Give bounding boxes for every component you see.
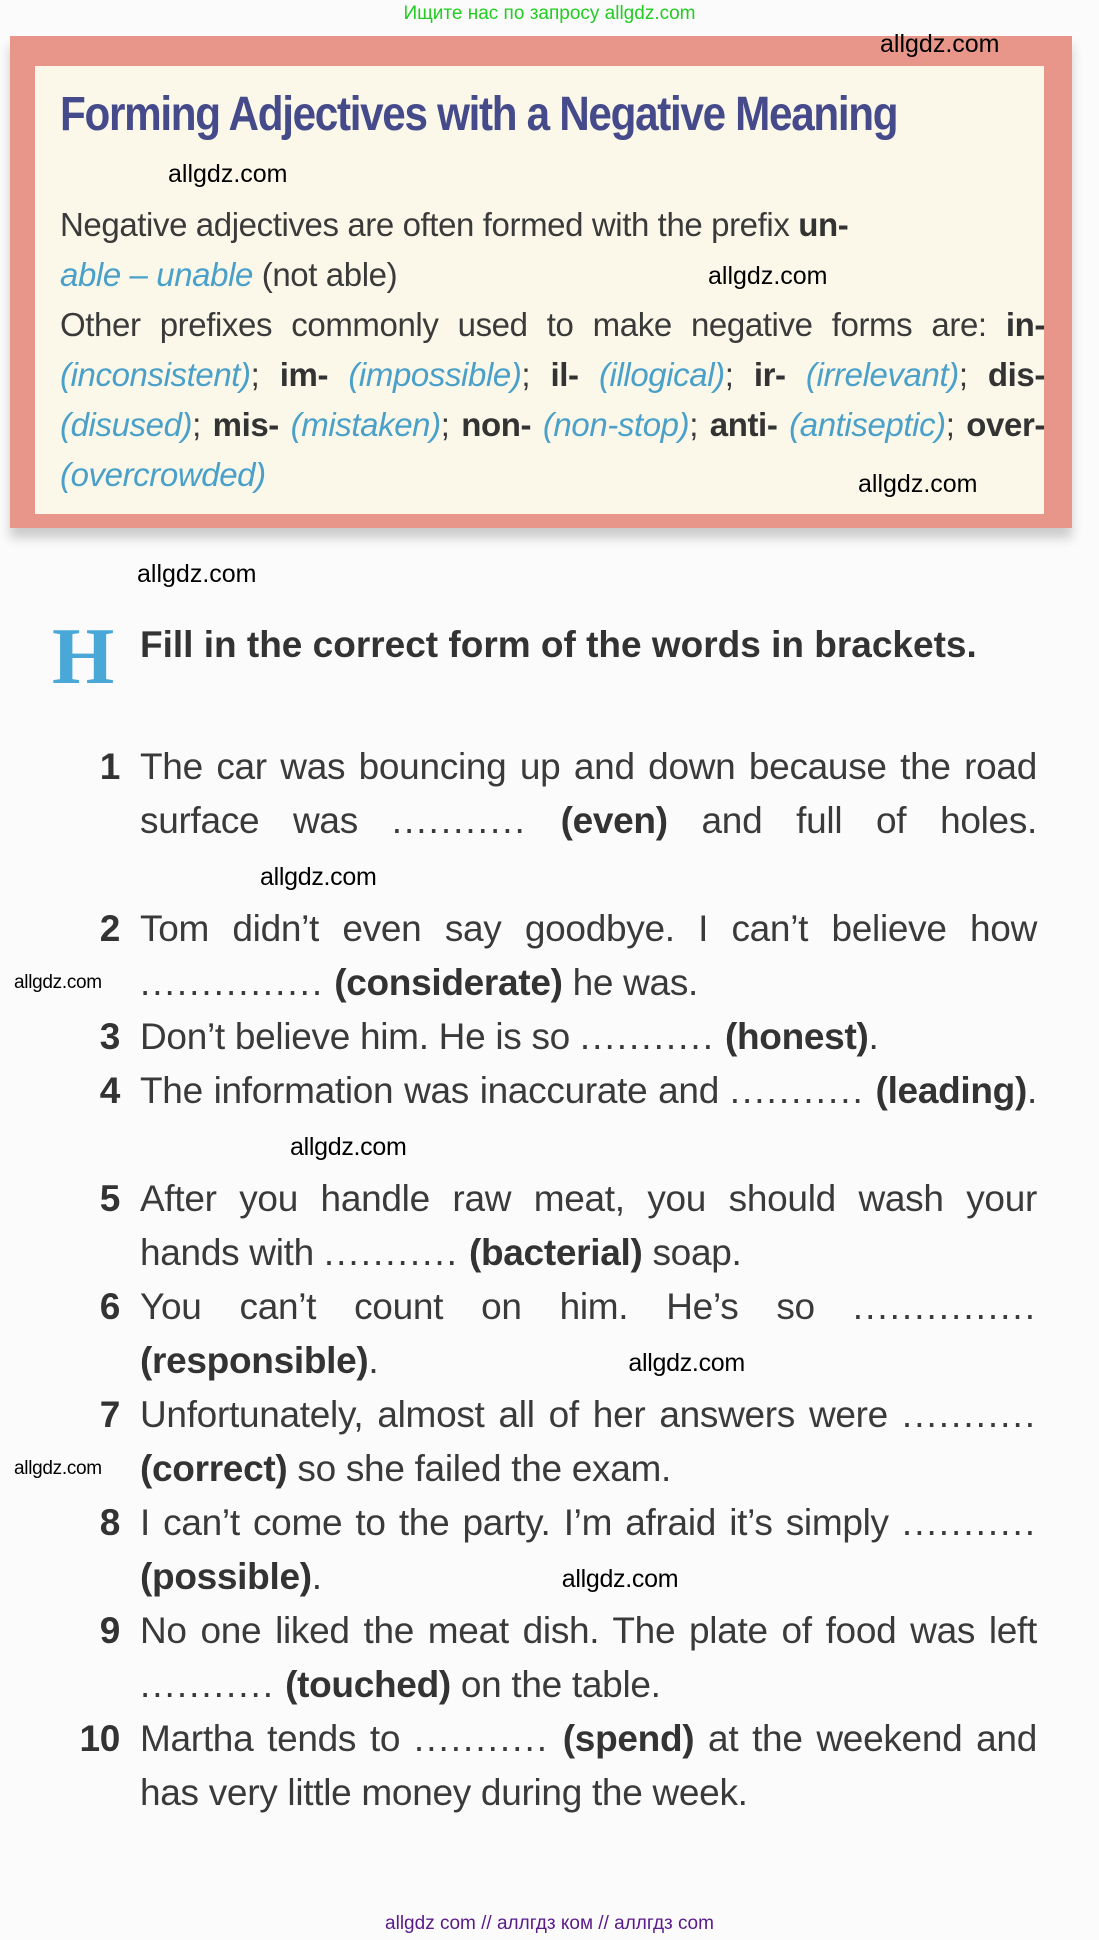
item-sentence: Tom didn’t even say goodbye. I can’t believe how <box>140 908 1037 949</box>
prefix-example: (irrelevant) <box>805 356 959 393</box>
exercise-item <box>0 1604 1037 1712</box>
item-number-text: 4 <box>99 1070 120 1111</box>
watermark: allgdz.com <box>708 262 828 290</box>
item-number-text: 1 <box>99 746 120 787</box>
item-sentence-end: he was. <box>562 962 699 1003</box>
exercise-item <box>0 1064 1037 1172</box>
exercise-item <box>0 902 1037 1010</box>
base-word: (correct) <box>140 1448 288 1489</box>
rule-example: able – unable <box>60 256 253 293</box>
watermark: allgdz.com <box>14 1458 102 1479</box>
exercise-letter: H <box>52 613 115 701</box>
answer-blank[interactable]: ............... <box>140 962 325 1003</box>
answer-blank[interactable]: ........... <box>391 800 527 841</box>
watermark: allgdz.com <box>260 863 377 892</box>
top-watermark: Ищите нас по запросу allgdz.com <box>403 3 696 24</box>
exercise-item <box>0 1388 1037 1496</box>
answer-blank[interactable]: ........... <box>579 1016 715 1057</box>
answer-blank[interactable]: ........... <box>323 1232 459 1273</box>
prefix: in- <box>1005 306 1045 343</box>
prefix: anti- <box>709 406 778 443</box>
exercise-item <box>0 1496 1037 1604</box>
base-word: (responsible) <box>140 1340 369 1381</box>
exercise-items <box>0 740 1037 1820</box>
rule-line <box>60 250 1045 300</box>
watermark: allgdz.com <box>14 972 102 993</box>
prefix-list: in- (inconsistent); im- (impossible); il- (illogical); ir- (irrelevant); dis- (disused); mis- (mistaken); non- (non-stop); anti- (antiseptic); over- (overcrowded) <box>60 306 1045 493</box>
item-text <box>120 1172 1037 1280</box>
item-sentence-end: . <box>368 1340 379 1381</box>
prefix-example: (illogical) <box>598 356 725 393</box>
item-text <box>120 1712 1037 1820</box>
answer-blank[interactable]: ........... <box>901 1394 1037 1435</box>
item-sentence-end: and full of holes. <box>667 800 1037 841</box>
prefix-example: (impossible) <box>348 356 522 393</box>
item-text <box>120 740 1037 902</box>
item-number <box>0 1064 120 1172</box>
prefix-example: (overcrowded) <box>60 456 266 493</box>
item-number-text: 10 <box>79 1718 120 1759</box>
base-word: (honest) <box>724 1016 869 1057</box>
item-sentence-end: at the weekend and has very little money during the week. <box>140 1718 1037 1813</box>
item-sentence-end: . <box>311 1556 322 1597</box>
exercise-instruction: Fill in the correct form of the words in brackets. <box>140 624 977 665</box>
rule-box-title: Forming Adjectives with a Negative Meaning <box>60 88 898 141</box>
prefix-example: (mistaken) <box>290 406 441 443</box>
watermark: allgdz.com <box>137 560 257 588</box>
item-text <box>120 1064 1037 1172</box>
item-number-text: 9 <box>99 1610 120 1651</box>
watermark: allgdz.com <box>561 1565 679 1594</box>
base-word: (touched) <box>285 1664 451 1705</box>
item-number <box>0 1604 120 1712</box>
answer-blank[interactable]: ............... <box>852 1286 1037 1327</box>
watermark: allgdz.com <box>880 30 1000 58</box>
item-number-text: 7 <box>99 1394 120 1435</box>
prefix: non- <box>461 406 532 443</box>
item-number <box>0 1712 120 1820</box>
item-sentence: The information was inaccurate and <box>140 1070 730 1111</box>
prefix: mis- <box>212 406 279 443</box>
item-number-text: 2 <box>99 908 120 949</box>
item-sentence: No one liked the meat dish. The plate of food was left <box>140 1610 1037 1651</box>
item-text <box>120 1280 1037 1388</box>
base-word: (possible) <box>140 1556 312 1597</box>
item-sentence-end: so she failed the exam. <box>287 1448 671 1489</box>
answer-blank[interactable]: ........... <box>729 1070 865 1111</box>
rule-text: Negative adjectives are often formed with the prefix <box>60 206 799 243</box>
item-number <box>0 1172 120 1280</box>
item-sentence-end: on the table. <box>450 1664 661 1705</box>
rule-text: Other prefixes commonly used to make negative forms are: <box>60 306 1006 343</box>
item-number <box>0 902 120 1010</box>
item-sentence: Unfortunately, almost all of her answers were <box>140 1394 902 1435</box>
exercise-item <box>0 740 1037 902</box>
prefix: il- <box>550 356 579 393</box>
item-sentence-end: . <box>868 1016 879 1057</box>
base-word: (spend) <box>562 1718 695 1759</box>
item-number-text: 5 <box>99 1178 120 1219</box>
prefix: im- <box>279 356 329 393</box>
item-text <box>120 1010 1037 1064</box>
item-sentence-end: . <box>1027 1070 1037 1111</box>
item-sentence: I can’t come to the party. I’m afraid it’s simply <box>140 1502 902 1543</box>
prefix-example: (non-stop) <box>542 406 690 443</box>
base-word: (considerate) <box>334 962 563 1003</box>
answer-blank[interactable]: ........... <box>901 1502 1037 1543</box>
watermark: allgdz.com <box>628 1349 745 1378</box>
item-number <box>0 740 120 902</box>
rule-prefix: un- <box>798 206 849 243</box>
exercise-item <box>0 1280 1037 1388</box>
item-sentence: After you handle raw meat, you should wash your hands with <box>140 1178 1037 1273</box>
exercise-item <box>0 1712 1037 1820</box>
prefix: over- <box>966 406 1045 443</box>
watermark: allgdz.com <box>290 1133 407 1162</box>
item-text <box>120 1388 1037 1496</box>
bottom-watermark: allgdz com // аллгдз ком // аллгдз com <box>385 1913 714 1934</box>
item-sentence: The car was bouncing up and down because the road surface was <box>140 746 1037 841</box>
base-word: (bacterial) <box>468 1232 643 1273</box>
prefix: ir- <box>753 356 786 393</box>
answer-blank[interactable]: ........... <box>413 1718 549 1759</box>
exercise-item <box>0 1172 1037 1280</box>
item-number <box>0 1388 120 1496</box>
item-text <box>120 1496 1037 1604</box>
rule-line <box>60 200 1045 250</box>
prefix-example: (inconsistent) <box>60 356 251 393</box>
watermark: allgdz.com <box>858 470 978 498</box>
item-sentence: You can’t count on him. He’s so <box>140 1286 853 1327</box>
item-number <box>0 1010 120 1064</box>
item-sentence: Don’t believe him. He is so <box>140 1016 580 1057</box>
item-text <box>120 1604 1037 1712</box>
rule-box-body <box>60 200 1045 500</box>
item-number-text: 3 <box>99 1016 120 1057</box>
item-number-text: 8 <box>99 1502 120 1543</box>
item-sentence: Martha tends to <box>140 1718 414 1759</box>
rule-note: (not able) <box>252 256 398 293</box>
item-text <box>120 902 1037 1010</box>
base-word: (leading) <box>875 1070 1028 1111</box>
prefix-example: (antiseptic) <box>789 406 946 443</box>
prefix-example: (disused) <box>60 406 193 443</box>
item-number-text: 6 <box>99 1286 120 1327</box>
prefix: dis- <box>987 356 1045 393</box>
base-word: (even) <box>560 800 668 841</box>
exercise-item <box>0 1010 1037 1064</box>
item-sentence-end: soap. <box>642 1232 742 1273</box>
watermark: allgdz.com <box>168 160 288 188</box>
item-number <box>0 1496 120 1604</box>
answer-blank[interactable]: ........... <box>140 1664 276 1705</box>
item-number <box>0 1280 120 1388</box>
